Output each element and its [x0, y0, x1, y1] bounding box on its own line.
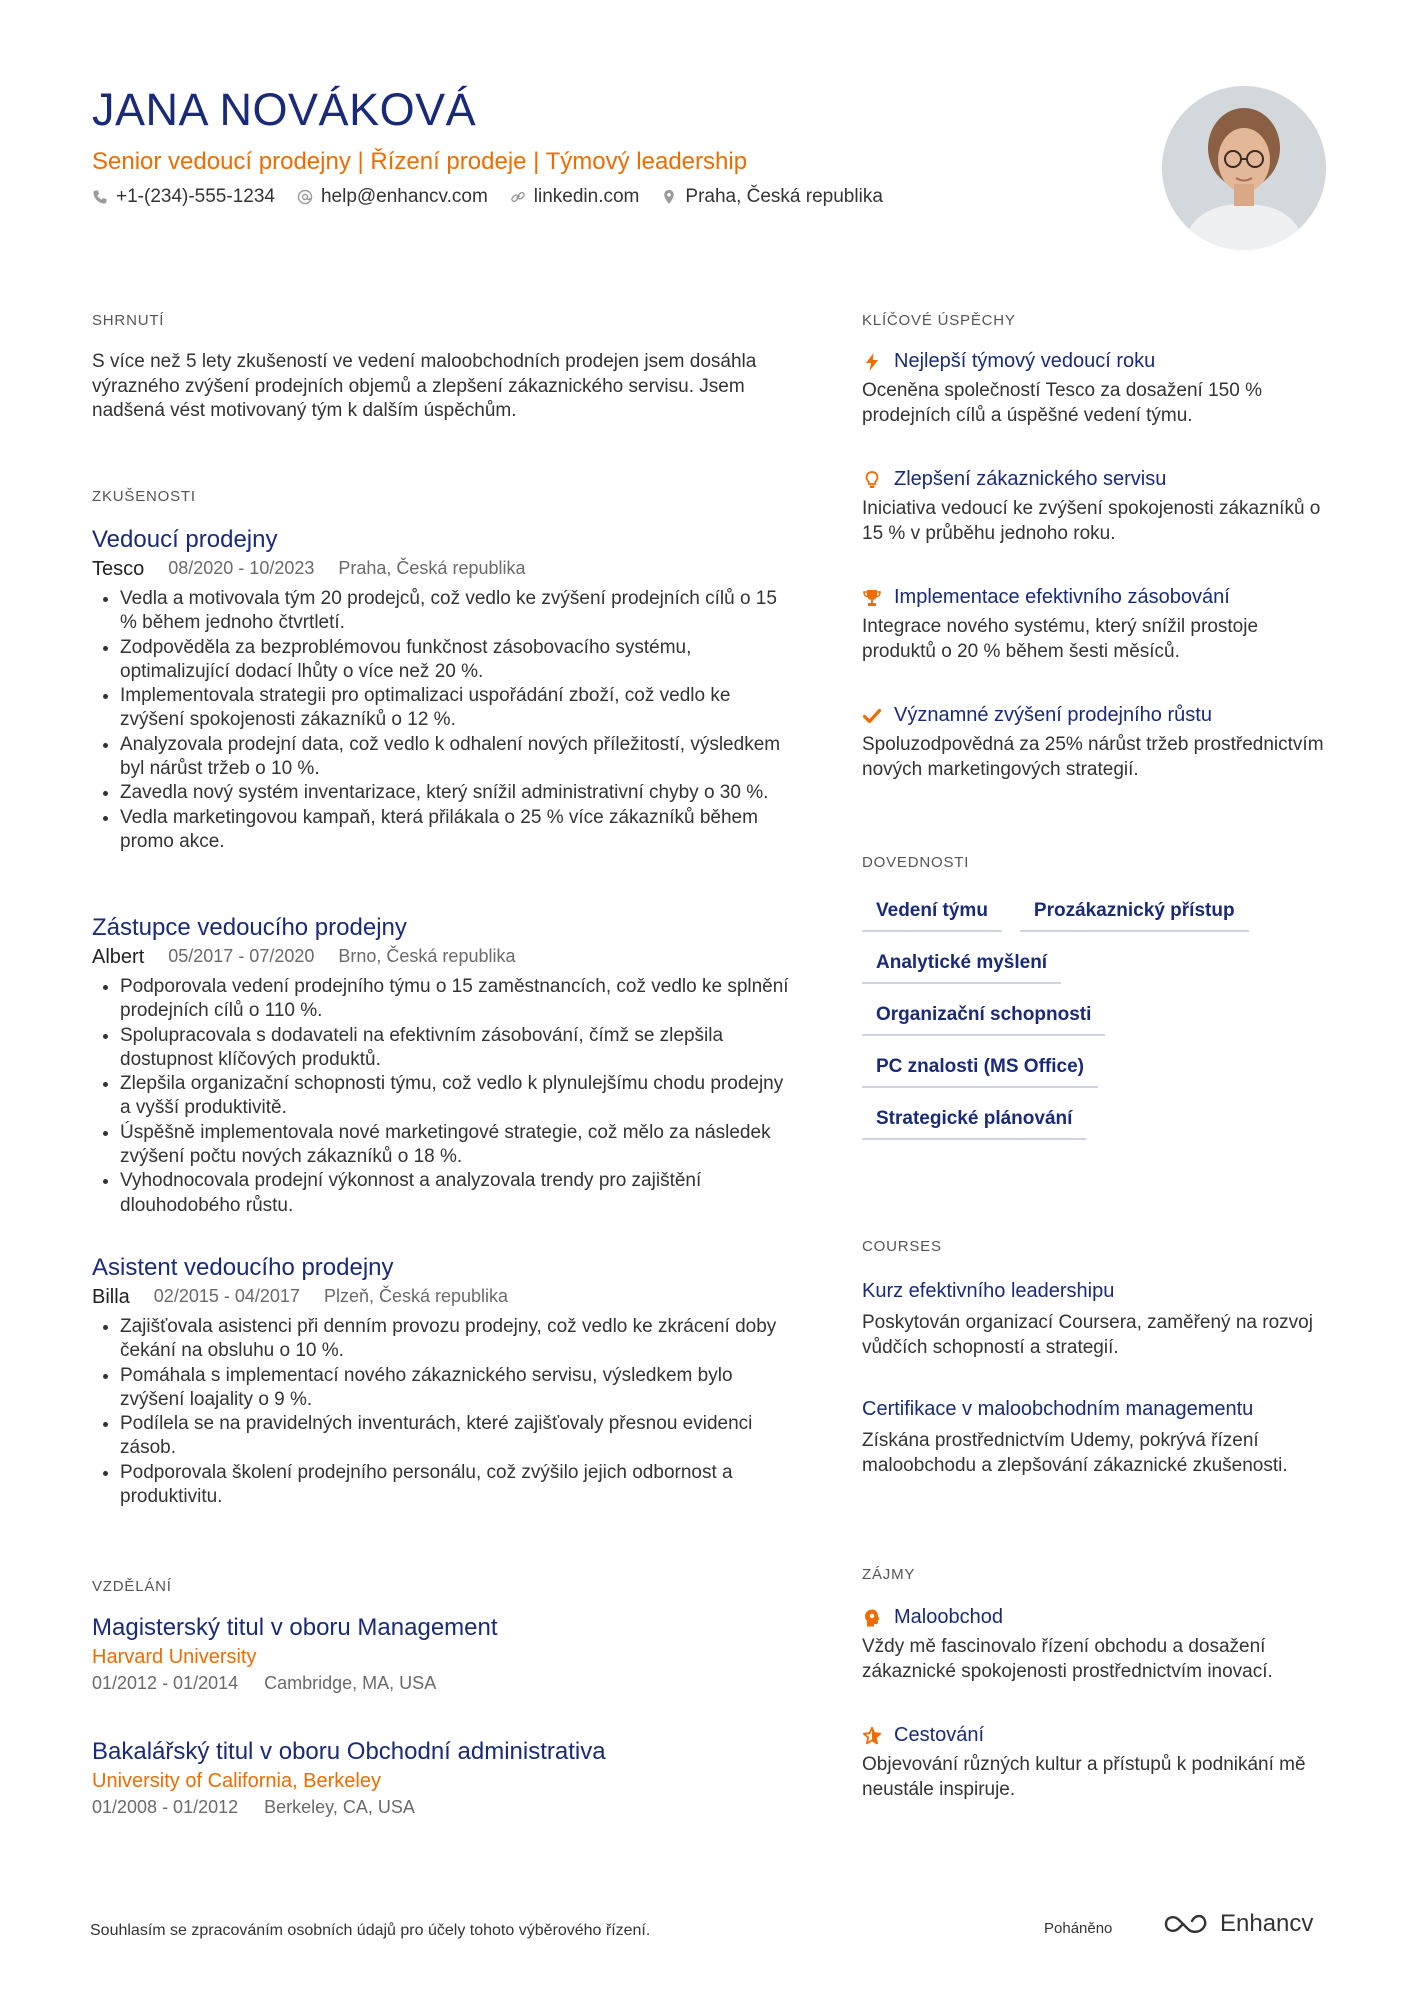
interest-item: [862, 1724, 1332, 1802]
skills-row: [862, 1052, 1332, 1088]
course-desc: Získána prostřednictvím Udemy, pokrývá řízení maloobchodu a zlepšování zákaznické zkušenosti.: [862, 1430, 1288, 1476]
interest-header: [862, 1606, 1332, 1629]
job-location: Plzeň, Česká republika: [323, 1286, 509, 1306]
candidate-name: JANA NOVÁKOVÁ: [92, 84, 477, 135]
achievement-header: [862, 468, 1332, 491]
job-bullets: [92, 587, 792, 854]
at-icon: [297, 189, 313, 205]
email-text[interactable]: help@enhancv.com: [320, 186, 488, 207]
education-meta: [92, 1673, 792, 1694]
check-icon: [862, 706, 882, 726]
achievement-item: [862, 704, 1332, 782]
achievement-header: [862, 586, 1332, 609]
achievement-desc: Oceněna společností Tesco za dosažení 150 % prodejních cílů a úspěšné vedení týmu.: [862, 380, 1262, 426]
interest-title: Maloobchod: [894, 1606, 1003, 1628]
interest-item: [862, 1606, 1332, 1684]
achievement-desc: Spoluzodpovědná za 25% nárůst tržeb prostřednictvím nových marketingových strategií.: [862, 734, 1324, 780]
job-bullets: [92, 1315, 792, 1509]
section-experience-heading: ZKUŠENOSTI: [92, 488, 196, 505]
job-bullet: • Vedla a motivovala tým 20 prodejců, což vedlo ke zvýšení prodejních cílů o 15 % během jednoho čtvrtletí.: [120, 587, 792, 636]
achievement-desc: Iniciativa vedoucí ke zvýšení spokojenosti zákazníků o 15 % v průběhu jednoho roku.: [862, 498, 1321, 544]
interest-desc: Vždy mě fascinovalo řízení obchodu a dosažení zákaznické spokojenosti prostřednictvím inovací.: [862, 1636, 1273, 1682]
education-school: Harvard University: [92, 1646, 257, 1668]
skills-row: [862, 948, 1332, 984]
job-bullet: • Implementovala strategii pro optimalizaci uspořádání zboží, což vedlo ke zvýšení spokojenosti zákazníků o 12 %.: [120, 684, 792, 733]
job-title: Vedoucí prodejny: [92, 526, 278, 553]
job-bullet: • Zajišťovala asistenci při denním provozu prodejny, což vedlo ke zkrácení doby čekání na obsluhu o 10 %.: [120, 1315, 792, 1364]
star-icon: [862, 1726, 882, 1746]
lightbulb-icon: [862, 470, 882, 490]
education-dates: 01/2008 - 01/2012: [92, 1797, 239, 1817]
course-item: [862, 1280, 1332, 1360]
job-bullet: • Analyzovala prodejní data, což vedlo k odhalení nových příležitostí, výsledkem byl nárůst tržeb o 10 %.: [120, 733, 792, 782]
job-bullet: • Úspěšně implementovala nové marketingové strategie, což mělo za následek zvýšení počtu nových zákazníků o 18 %.: [120, 1121, 792, 1170]
phone-icon: [92, 189, 108, 205]
job-bullet: • Zavedla nový systém inventarizace, který snížil administrativní chyby o 30 %.: [120, 781, 792, 805]
skill-tag: Analytické myšlení: [862, 948, 1061, 984]
contact-email[interactable]: [297, 186, 488, 208]
education-location: Berkeley, CA, USA: [264, 1797, 415, 1817]
phone-text: +1-(234)-555-1234: [116, 186, 275, 207]
skill-tag: Vedení týmu: [862, 896, 1002, 932]
education-meta: [92, 1797, 792, 1818]
education-entry: [92, 1614, 792, 1694]
skills-row: [862, 896, 1332, 932]
job-entry: [92, 1254, 792, 1509]
skills-list: [862, 896, 1332, 1156]
job-title: Asistent vedoucího prodejny: [92, 1254, 394, 1281]
achievement-item: [862, 350, 1332, 428]
link-icon: [510, 189, 526, 205]
interest-desc: Objevování různých kultur a přístupů k podnikání mě neustále inspiruje.: [862, 1754, 1306, 1800]
job-entry: [92, 526, 792, 854]
skill-tag: Prozákaznický přístup: [1020, 896, 1249, 932]
interest-title: Cestování: [894, 1724, 985, 1746]
portrait-illustration: [1162, 86, 1326, 250]
course-desc: Poskytován organizací Coursera, zaměřený na rozvoj vůdčích schopností a strategií.: [862, 1312, 1313, 1358]
enhancv-logo-icon: [1162, 1911, 1212, 1937]
job-company: Billa: [92, 1286, 130, 1308]
achievement-header: [862, 704, 1332, 727]
job-location: Praha, Česká republika: [338, 558, 526, 578]
location-pin-icon: [661, 189, 677, 205]
head-icon: [862, 1608, 882, 1628]
achievement-title: Významné zvýšení prodejního růstu: [894, 704, 1212, 726]
section-summary-heading: SHRNUTÍ: [92, 312, 165, 329]
course-title: Certifikace v maloobchodním managementu: [862, 1398, 1254, 1420]
footer-brand[interactable]: [1162, 1910, 1313, 1938]
section-interests-heading: ZÁJMY: [862, 1566, 916, 1583]
education-degree: Bakalářský titul v oboru Obchodní administrativa: [92, 1738, 606, 1765]
course-title: Kurz efektivního leadershipu: [862, 1280, 1115, 1302]
achievement-title: Zlepšení zákaznického servisu: [894, 468, 1167, 490]
education-entry: [92, 1738, 792, 1818]
section-courses-heading: COURSES: [862, 1238, 942, 1255]
interest-header: [862, 1724, 1332, 1747]
job-meta: [92, 558, 792, 581]
summary-text: S více než 5 lety zkušeností ve vedení maloobchodních prodejen jsem dosáhla výrazného zvýšení prodejních objemů a zlepšení zákaznického servisu. Jsem nadšená vést motivovaný tým k dalším úspěchům.: [92, 351, 757, 421]
job-company: Albert: [92, 946, 145, 968]
job-bullet: • Pomáhala s implementací nového zákaznického servisu, výsledkem bylo zvýšení loajality o 9 %.: [120, 1364, 792, 1413]
contact-row: [92, 186, 883, 208]
skill-tag: Organizační schopnosti: [862, 1000, 1105, 1036]
job-bullet: • Vedla marketingovou kampaň, která přilákala o 25 % více zákazníků během promo akce.: [120, 806, 792, 855]
achievement-title: Implementace efektivního zásobování: [894, 586, 1230, 608]
job-bullets: [92, 975, 792, 1218]
brand-name[interactable]: Enhancv: [1220, 1910, 1314, 1937]
job-dates: 02/2015 - 04/2017: [153, 1286, 300, 1306]
education-degree: Magisterský titul v oboru Management: [92, 1614, 498, 1641]
section-education-heading: VZDĚLÁNÍ: [92, 1578, 172, 1595]
section-skills-heading: DOVEDNOSTI: [862, 854, 970, 871]
job-bullet: • Podporovala vedení prodejního týmu o 15 zaměstnancích, což vedlo ke splnění prodejních cílů o 110 %.: [120, 975, 792, 1024]
location-text: Praha, Česká republika: [685, 186, 883, 207]
contact-phone: [92, 186, 275, 208]
footer-consent-note: Souhlasím se zpracováním osobních údajů pro účely tohoto výběrového řízení.: [90, 1922, 651, 1939]
linkedin-text[interactable]: linkedin.com: [533, 186, 640, 207]
job-bullet: • Zodpověděla za bezproblémovou funkčnost zásobovacího systému, optimalizující dodací lhůty o více než 20 %.: [120, 636, 792, 685]
education-location: Cambridge, MA, USA: [264, 1673, 437, 1693]
achievement-item: [862, 586, 1332, 664]
footer-powered-by: Poháněno: [1044, 1920, 1113, 1937]
education-dates: 01/2012 - 01/2014: [92, 1673, 239, 1693]
candidate-tagline: Senior vedoucí prodejny | Řízení prodeje | Týmový leadership: [92, 148, 748, 175]
section-achievements-heading: KLÍČOVÉ ÚSPĚCHY: [862, 312, 1016, 329]
job-meta: [92, 946, 792, 969]
contact-linkedin[interactable]: [510, 186, 640, 208]
job-bullet: • Spolupracovala s dodavateli na efektivním zásobování, čímž se zlepšila dostupnost klíčových produktů.: [120, 1024, 792, 1073]
education-school: University of California, Berkeley: [92, 1770, 381, 1792]
achievement-desc: Integrace nového systému, který snížil prostoje produktů o 20 % během šesti měsíců.: [862, 616, 1259, 662]
achievement-title: Nejlepší týmový vedoucí roku: [894, 350, 1156, 372]
job-location: Brno, Česká republika: [338, 946, 516, 966]
contact-location: [661, 186, 883, 208]
job-title: Zástupce vedoucího prodejny: [92, 914, 407, 941]
skill-tag: Strategické plánování: [862, 1104, 1086, 1140]
job-entry: [92, 914, 792, 1218]
profile-photo: [1162, 86, 1326, 250]
achievement-header: [862, 350, 1332, 373]
job-dates: 05/2017 - 07/2020: [168, 946, 315, 966]
job-bullet: • Podporovala školení prodejního personálu, což zvýšilo jejich odbornost a produktivitu.: [120, 1461, 792, 1510]
skills-row: [862, 1000, 1332, 1036]
job-bullet: • Zlepšila organizační schopnosti týmu, což vedlo k plynulejšímu chodu prodejny a vyšší produktivitě.: [120, 1072, 792, 1121]
trophy-icon: [862, 588, 882, 608]
job-meta: [92, 1286, 792, 1309]
bolt-icon: [862, 352, 882, 372]
job-company: Tesco: [92, 558, 145, 580]
skill-tag: PC znalosti (MS Office): [862, 1052, 1098, 1088]
achievement-item: [862, 468, 1332, 546]
skills-row: [862, 1104, 1332, 1140]
course-item: [862, 1398, 1332, 1478]
job-bullet: • Vyhodnocovala prodejní výkonnost a analyzovala trendy pro zajištění dlouhodobého růstu.: [120, 1169, 792, 1218]
job-dates: 08/2020 - 10/2023: [168, 558, 315, 578]
job-bullet: • Podílela se na pravidelných inventurách, které zajišťovaly přesnou evidenci zásob.: [120, 1412, 792, 1461]
